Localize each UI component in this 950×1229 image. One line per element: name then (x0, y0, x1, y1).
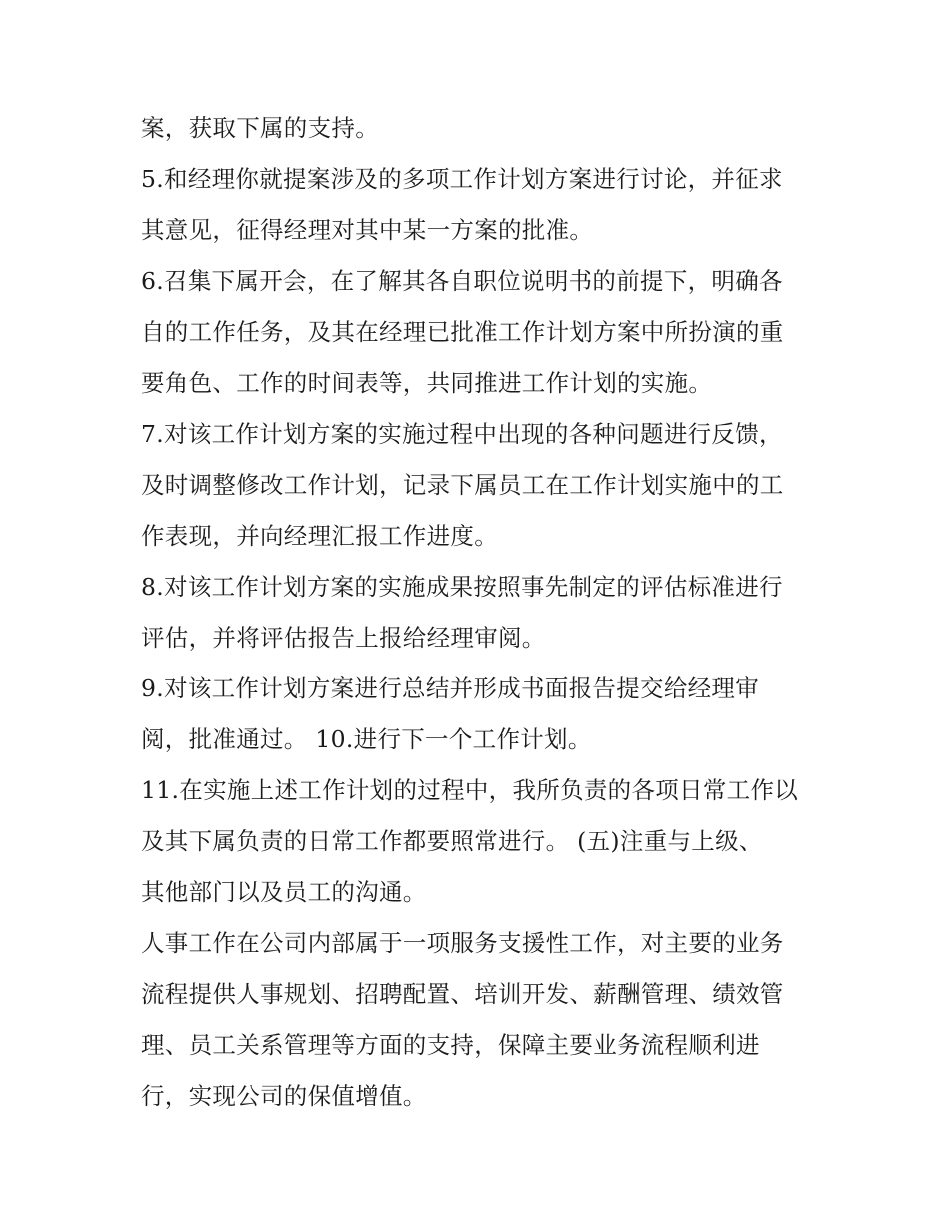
text-line: 及时调整修改工作计划，记录下属员工在工作计划实施中的工 (141, 471, 784, 499)
text-line: 要角色、工作的时间表等，共同推进工作计划的实施。 (141, 369, 713, 397)
text-line: 8.对该工作计划方案的实施成果按照事先制定的评估标准进行 (141, 573, 783, 601)
text-line: 作表现，并向经理汇报工作进度。 (141, 522, 498, 550)
text-line: 阅，批准通过。 10.进行下一个工作计划。 (141, 725, 592, 753)
text-line: 6.召集下属开会，在了解其各自职位说明书的前提下，明确各 (141, 267, 783, 295)
text-line: 9.对该工作计划方案进行总结并形成书面报告提交给经理审 (141, 674, 760, 702)
text-line: 行，实现公司的保值增值。 (141, 1082, 427, 1110)
text-line: 7.对该工作计划方案的实施过程中出现的各种问题进行反馈， (141, 420, 783, 448)
text-line: 自的工作任务，及其在经理已批准工作计划方案中所扮演的重 (141, 318, 784, 346)
text-line: 5.和经理你就提案涉及的多项工作计划方案进行讨论，并征求 (141, 165, 783, 193)
text-line: 及其下属负责的日常工作都要照常进行。 (五)注重与上级、 (141, 827, 763, 855)
text-line: 理、员工关系管理等方面的支持，保障主要业务流程顺利进 (141, 1031, 760, 1059)
text-line: 人事工作在公司内部属于一项服务支援性工作，对主要的业务 (141, 929, 784, 957)
text-line: 流程提供人事规划、招聘配置、培训开发、薪酬管理、绩效管 (141, 980, 784, 1008)
text-line: 其意见，征得经理对其中某一方案的批准。 (141, 216, 594, 244)
text-line: 案，获取下属的支持。 (141, 114, 379, 142)
text-line: 评估，并将评估报告上报给经理审阅。 (141, 624, 546, 652)
text-line: 其他部门以及员工的沟通。 (141, 878, 427, 906)
text-line: 11.在实施上述工作计划的过程中，我所负责的各项日常工作以 (141, 776, 799, 804)
